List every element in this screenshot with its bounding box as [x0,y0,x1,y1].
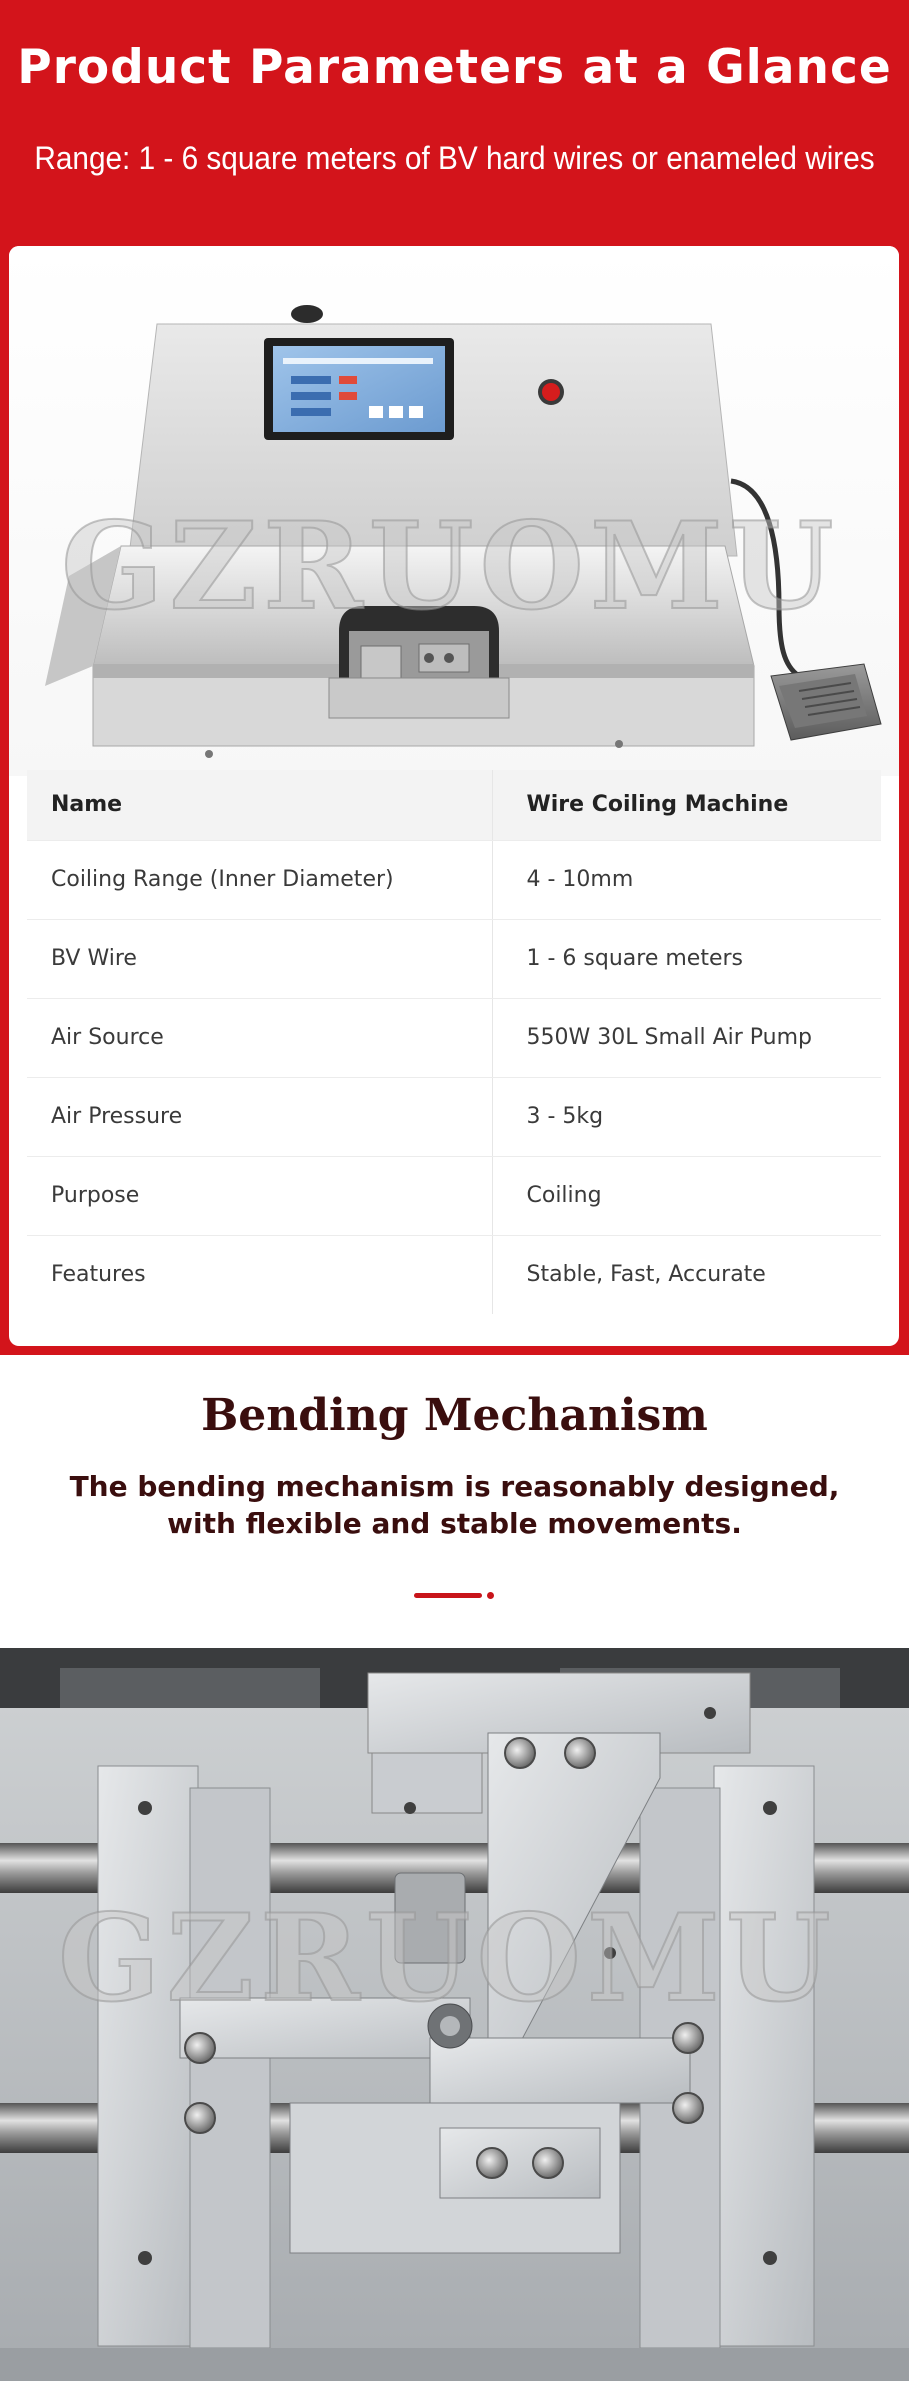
table-cell-value: Stable, Fast, Accurate [526,1262,766,1288]
watermark-text: GZRUOMU [61,496,840,637]
parameters-title: Product Parameters at a Glance [17,40,892,95]
table-header-name: Name [27,770,492,840]
parameters-table [27,770,881,1314]
table-header-row [27,770,881,840]
bending-description [0,1468,909,1542]
parameters-card [9,246,899,1346]
bending-description-line-1: The bending mechanism is reasonably designed, [69,1470,840,1503]
bending-mechanism-photo [0,1648,909,2381]
table-row [27,840,881,919]
table-cell-value: Coiling [492,1156,881,1235]
table-cell-value: 1 - 6 square meters [492,919,881,998]
table-row [27,1235,881,1314]
divider-dot [487,1592,494,1599]
table-cell-name: Coiling Range (Inner Diameter) [27,840,492,919]
wire-coiling-machine-illustration [9,246,899,776]
bending-mechanism-illustration [0,1648,909,2381]
table-cell-value: 550W 30L Small Air Pump [492,998,881,1077]
bending-description-line-2: with flexible and stable movements. [167,1507,742,1540]
table-cell-value: 4 - 10mm [492,840,881,919]
watermark-text: GZRUOMU [58,1888,837,2029]
bending-title: Bending Mechanism [201,1390,708,1441]
table-row [27,1077,881,1156]
table-cell-name: Air Source [27,998,492,1077]
table-cell-value: 3 - 5kg [492,1077,881,1156]
table-cell-name: BV Wire [27,919,492,998]
table-row [27,919,881,998]
table-cell-name: Purpose [27,1156,492,1235]
divider-line [414,1593,482,1598]
table-row [27,1156,881,1235]
table-header-value: Wire Coiling Machine [492,770,881,840]
machine-photo [9,246,899,776]
parameters-subtitle: Range: 1 - 6 square meters of BV hard wires or enameled wires [34,140,875,176]
table-cell-name: Air Pressure [27,1077,492,1156]
table-cell-name: Features [27,1235,492,1314]
table-row [27,998,881,1077]
